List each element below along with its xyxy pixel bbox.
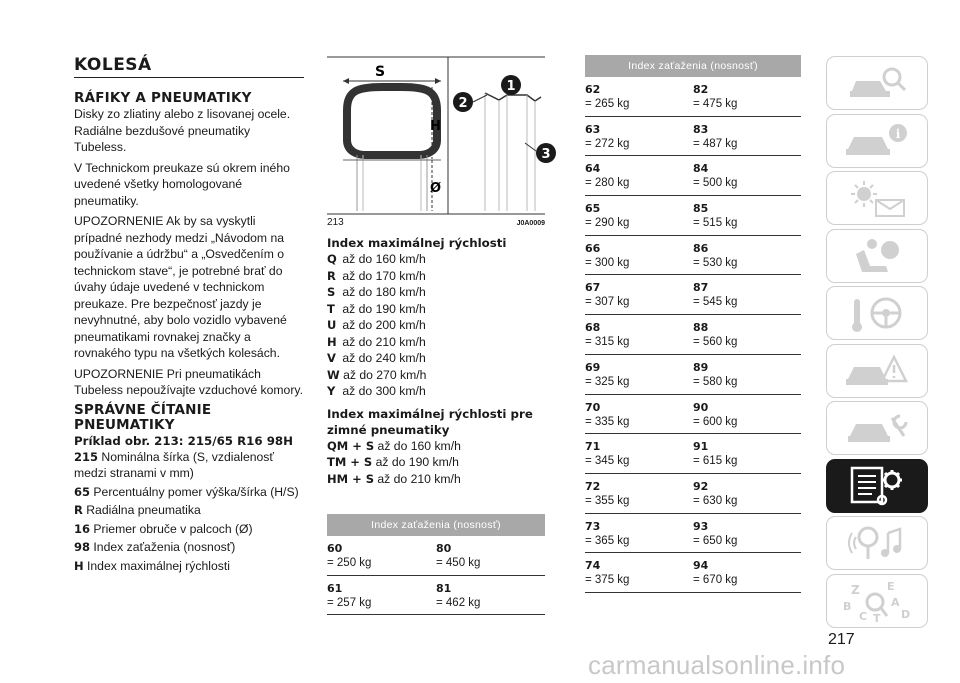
tyre-section-icon (347, 87, 437, 155)
load-index-table-large (585, 55, 801, 593)
load-index-cell (693, 83, 801, 112)
page-title: KOLESÁ (74, 55, 304, 78)
load-index-row (585, 315, 801, 355)
load-index-row (585, 514, 801, 554)
column-figure-speed (327, 55, 551, 487)
load-code: 92 (693, 479, 709, 493)
load-index-row (327, 536, 545, 576)
tab-starting-driving[interactable] (826, 286, 928, 340)
load-index-row (585, 434, 801, 474)
speed-value: až do 160 km/h (342, 252, 426, 266)
load-value: = 307 kg (585, 296, 630, 309)
speed-value: až do 200 km/h (342, 318, 426, 332)
load-code: 90 (693, 400, 709, 414)
load-index-cell (585, 83, 693, 112)
watermark: carmanualsonline.info (588, 650, 846, 680)
svg-text:C: C (859, 609, 868, 623)
chapter-sidebar (826, 56, 928, 631)
tyre-code-list (74, 449, 304, 575)
load-index-cell (585, 401, 693, 430)
load-index-cell (585, 281, 693, 310)
tyre-code-description: Radiálna pneumatika (86, 503, 201, 517)
load-index-row (585, 355, 801, 395)
load-value: = 530 kg (693, 256, 738, 269)
multimedia-icon (842, 523, 912, 563)
column-load-index (585, 55, 801, 593)
load-index-cell (585, 202, 693, 231)
load-value: = 375 kg (585, 574, 630, 587)
car-search-icon (842, 63, 912, 103)
example-line: Príklad obr. 213: 215/65 R16 98H (74, 433, 293, 448)
load-value: = 580 kg (693, 375, 738, 388)
load-index-cell (585, 321, 693, 350)
load-code: 62 (585, 83, 601, 96)
speed-index-row (327, 454, 545, 471)
load-index-row (585, 236, 801, 276)
tyre-code-description: Nominálna šírka (S, vzdialenosť medzi stranami v mm) (74, 449, 274, 480)
load-value: = 257 kg (327, 596, 372, 609)
column-intro (74, 55, 304, 576)
load-index-row (585, 474, 801, 514)
speed-index-row (327, 284, 545, 301)
load-code: 81 (436, 581, 452, 595)
speed-code: HM + S (327, 471, 374, 486)
speed-code: T (327, 301, 335, 316)
load-code: 91 (693, 440, 709, 454)
paragraph-rims: Disky zo zliatiny alebo z lisovanej ocele. Radiálne bezdušové pneumatiky Tubeless. (74, 107, 291, 154)
load-index-cell (436, 542, 545, 571)
load-code: 66 (585, 241, 601, 255)
load-index-cell (585, 242, 693, 271)
tyre-code-description: Index zaťaženia (nosnosť) (93, 540, 236, 554)
paragraph-warning-2: UPOZORNENIE Pri pneumatikách Tubeless nepoužívajte vzduchové komory. (74, 366, 303, 397)
load-code: 85 (693, 202, 709, 216)
load-index-cell (585, 361, 693, 390)
svg-text:2: 2 (458, 96, 468, 111)
load-code: 67 (585, 281, 601, 295)
tyre-code-item (74, 558, 304, 575)
speed-index-row (327, 268, 545, 285)
svg-text:1: 1 (506, 79, 516, 94)
load-value: = 650 kg (693, 534, 738, 547)
load-code: 74 (585, 559, 601, 573)
tab-getting-to-know[interactable] (826, 114, 928, 168)
tyre-code-item (74, 502, 304, 519)
load-value: = 290 kg (585, 217, 630, 230)
load-value: = 560 kg (693, 336, 738, 349)
load-index-row (585, 275, 801, 315)
load-code: 73 (585, 519, 601, 533)
load-code: 83 (693, 122, 709, 136)
load-value: = 462 kg (436, 596, 481, 609)
load-index-row (585, 196, 801, 236)
speed-index-row (327, 334, 545, 351)
load-index-cell (693, 123, 801, 152)
load-index-row (585, 553, 801, 593)
speed-value: až do 160 km/h (377, 438, 461, 453)
speed-index-row (327, 367, 545, 384)
load-value: = 335 kg (585, 415, 630, 428)
tyre-code: 215 (74, 449, 99, 464)
section-title-rims: RÁFIKY A PNEUMATIKY (74, 90, 252, 106)
label-h: H (430, 119, 441, 134)
tyre-code-description: Percentuálny pomer výška/šírka (H/S) (93, 484, 299, 499)
speed-value: až do 210 km/h (342, 334, 426, 349)
tab-service[interactable] (826, 401, 928, 455)
tyre-code: 98 (74, 540, 91, 554)
label-s: S (375, 64, 386, 80)
load-value: = 475 kg (693, 98, 738, 110)
load-index-cell (327, 542, 436, 571)
steering-wheel-icon (842, 293, 912, 333)
warning-lights-icon (842, 178, 912, 218)
speed-code: V (327, 351, 336, 365)
speed-code: Q (327, 252, 337, 266)
load-table-header: Index zaťaženia (nosnosť) (327, 514, 545, 536)
tyre-code: 65 (74, 484, 91, 499)
load-value: = 345 kg (585, 455, 630, 468)
load-code: 65 (585, 202, 601, 216)
load-value: = 487 kg (693, 137, 738, 150)
load-index-cell (693, 242, 801, 271)
speed-code: Y (327, 384, 336, 398)
speed-code: TM + S (327, 455, 373, 469)
load-code: 89 (693, 360, 709, 374)
speed-index-row (327, 301, 545, 318)
speed-index-row (327, 383, 545, 400)
load-index-cell (693, 281, 801, 310)
figure-number: 213 (327, 217, 344, 228)
load-index-cell (693, 401, 801, 430)
tab-emergency[interactable] (826, 344, 928, 398)
load-index-row (585, 77, 801, 117)
section-title-reading: SPRÁVNE ČÍTANIE PNEUMATIKY (74, 401, 212, 433)
load-code: 94 (693, 559, 709, 573)
speed-value: až do 270 km/h (343, 367, 427, 382)
speed-index-title: Index maximálnej rýchlosti (327, 236, 507, 250)
figure-code: J0A0009 (516, 220, 545, 227)
load-code: 87 (693, 281, 709, 295)
load-index-cell (327, 582, 436, 611)
svg-text:B: B (843, 599, 852, 613)
load-value: = 670 kg (693, 574, 738, 587)
tyre-diagram (327, 55, 551, 215)
tab-technical-data[interactable] (826, 459, 928, 513)
tab-warning-lights[interactable] (826, 171, 928, 225)
load-code: 60 (327, 542, 343, 555)
load-value: = 500 kg (693, 177, 738, 190)
load-index-cell (693, 321, 801, 350)
load-index-row (327, 576, 545, 616)
speed-code: S (327, 285, 336, 299)
figure-caption (327, 217, 545, 228)
load-index-cell (693, 202, 801, 231)
alphabetical-index-icon (837, 578, 917, 624)
speed-index-row (327, 471, 545, 488)
load-code: 93 (693, 519, 709, 533)
tyre-code-description: Index maximálnej rýchlosti (87, 558, 230, 573)
speed-code: W (327, 367, 340, 382)
load-code: 80 (436, 542, 452, 555)
load-value: = 265 kg (585, 98, 630, 110)
paragraph-warning-1: UPOZORNENIE Ak by sa vyskytli prípadné nezhody medzi „Návodom na používanie a údržbu“ a „Osvedčením o technickom stave“, je potrebné brať do úvahy údaje uvedené v technickom preukaze. Pre bezpečnosť jazdy je nevyhnutné, aby bolo vozidlo vybavené pneumatikami rovnakej značky a rovnakého typu na všetkých kolesách. (74, 214, 287, 360)
load-code: 69 (585, 360, 601, 374)
load-index-cell (693, 440, 801, 469)
speed-index-row (327, 251, 545, 268)
svg-text:Z: Z (851, 582, 860, 597)
speed-value: až do 180 km/h (342, 285, 426, 299)
speed-code: U (327, 318, 337, 332)
load-value: = 545 kg (693, 296, 738, 309)
tyre-code: H (74, 558, 84, 573)
svg-text:E: E (887, 579, 895, 593)
load-value: = 600 kg (693, 415, 738, 428)
tyre-code: 16 (74, 521, 91, 536)
load-index-cell (585, 520, 693, 549)
load-index-table-small (327, 514, 545, 615)
load-code: 64 (585, 162, 601, 176)
speed-value: až do 240 km/h (342, 351, 426, 365)
tyre-code-item (74, 539, 304, 556)
load-index-row (585, 117, 801, 157)
page-number: 217 (828, 631, 855, 648)
tyre-code: R (74, 503, 83, 517)
speed-index-row (327, 350, 545, 367)
load-index-cell (693, 361, 801, 390)
speed-value: až do 210 km/h (377, 471, 461, 486)
speed-code: H (327, 334, 337, 349)
svg-text:3: 3 (541, 147, 551, 162)
tyre-code-item (74, 449, 304, 482)
speed-index-list (327, 251, 545, 400)
load-table-header: Index zaťaženia (nosnosť) (585, 55, 801, 77)
speed-index-row (327, 317, 545, 334)
car-warning-icon (842, 351, 912, 391)
svg-text:D: D (901, 607, 911, 621)
load-code: 63 (585, 122, 601, 136)
winter-speed-title: Index maximálnej rýchlosti pre zimné pneumatiky (327, 406, 533, 437)
svg-text:i: i (895, 126, 901, 141)
load-index-cell (436, 582, 545, 611)
load-value: = 315 kg (585, 336, 630, 349)
load-code: 82 (693, 83, 709, 96)
load-value: = 515 kg (693, 217, 738, 230)
load-value: = 615 kg (693, 455, 738, 468)
tyre-code-item (74, 484, 304, 501)
speed-value: až do 170 km/h (342, 268, 426, 283)
load-value: = 250 kg (327, 557, 372, 569)
load-code: 72 (585, 479, 601, 493)
technical-data-icon (842, 464, 912, 508)
car-service-icon (842, 408, 912, 448)
load-index-cell (693, 559, 801, 588)
load-index-cell (585, 480, 693, 509)
speed-value: až do 190 km/h (342, 301, 426, 316)
load-value: = 300 kg (585, 256, 630, 269)
load-value: = 450 kg (436, 557, 481, 569)
load-value: = 355 kg (585, 494, 630, 507)
tyre-code-item (74, 521, 304, 538)
label-diameter: Ø (430, 181, 442, 196)
speed-value: až do 190 km/h (375, 455, 459, 469)
load-code: 70 (585, 400, 601, 414)
tab-dashboard[interactable] (826, 56, 928, 110)
load-index-cell (693, 520, 801, 549)
load-code: 61 (327, 581, 343, 595)
tyre-code-description: Priemer obruče v palcoch (Ø) (93, 521, 253, 536)
load-value: = 280 kg (585, 177, 630, 190)
load-index-cell (585, 162, 693, 191)
svg-text:A: A (891, 595, 900, 609)
load-code: 68 (585, 321, 601, 335)
car-info-icon (842, 121, 912, 161)
load-code: 71 (585, 440, 601, 454)
load-index-row (585, 395, 801, 435)
svg-text:T: T (873, 611, 881, 625)
load-code: 86 (693, 241, 709, 255)
load-index-cell (585, 440, 693, 469)
load-value: = 272 kg (585, 137, 630, 150)
speed-index-row (327, 438, 545, 455)
speed-value: až do 300 km/h (342, 384, 426, 398)
winter-speed-list (327, 438, 545, 488)
tab-multimedia[interactable] (826, 516, 928, 570)
load-code: 88 (693, 321, 709, 335)
load-value: = 325 kg (585, 375, 630, 388)
tab-safety[interactable] (826, 229, 928, 283)
paragraph-homologation: V Technickom preukaze sú okrem iného uvedené všetky homologované pneumatiky. (74, 160, 290, 208)
load-index-cell (585, 123, 693, 152)
load-index-cell (585, 559, 693, 588)
speed-code: R (327, 268, 336, 283)
load-index-row (585, 156, 801, 196)
speed-code: QM + S (327, 438, 375, 453)
load-index-cell (693, 162, 801, 191)
load-index-cell (693, 480, 801, 509)
load-code: 84 (693, 162, 709, 176)
tab-index[interactable] (826, 574, 928, 628)
load-value: = 630 kg (693, 494, 738, 507)
load-value: = 365 kg (585, 534, 630, 547)
airbag-seat-icon (842, 236, 912, 276)
